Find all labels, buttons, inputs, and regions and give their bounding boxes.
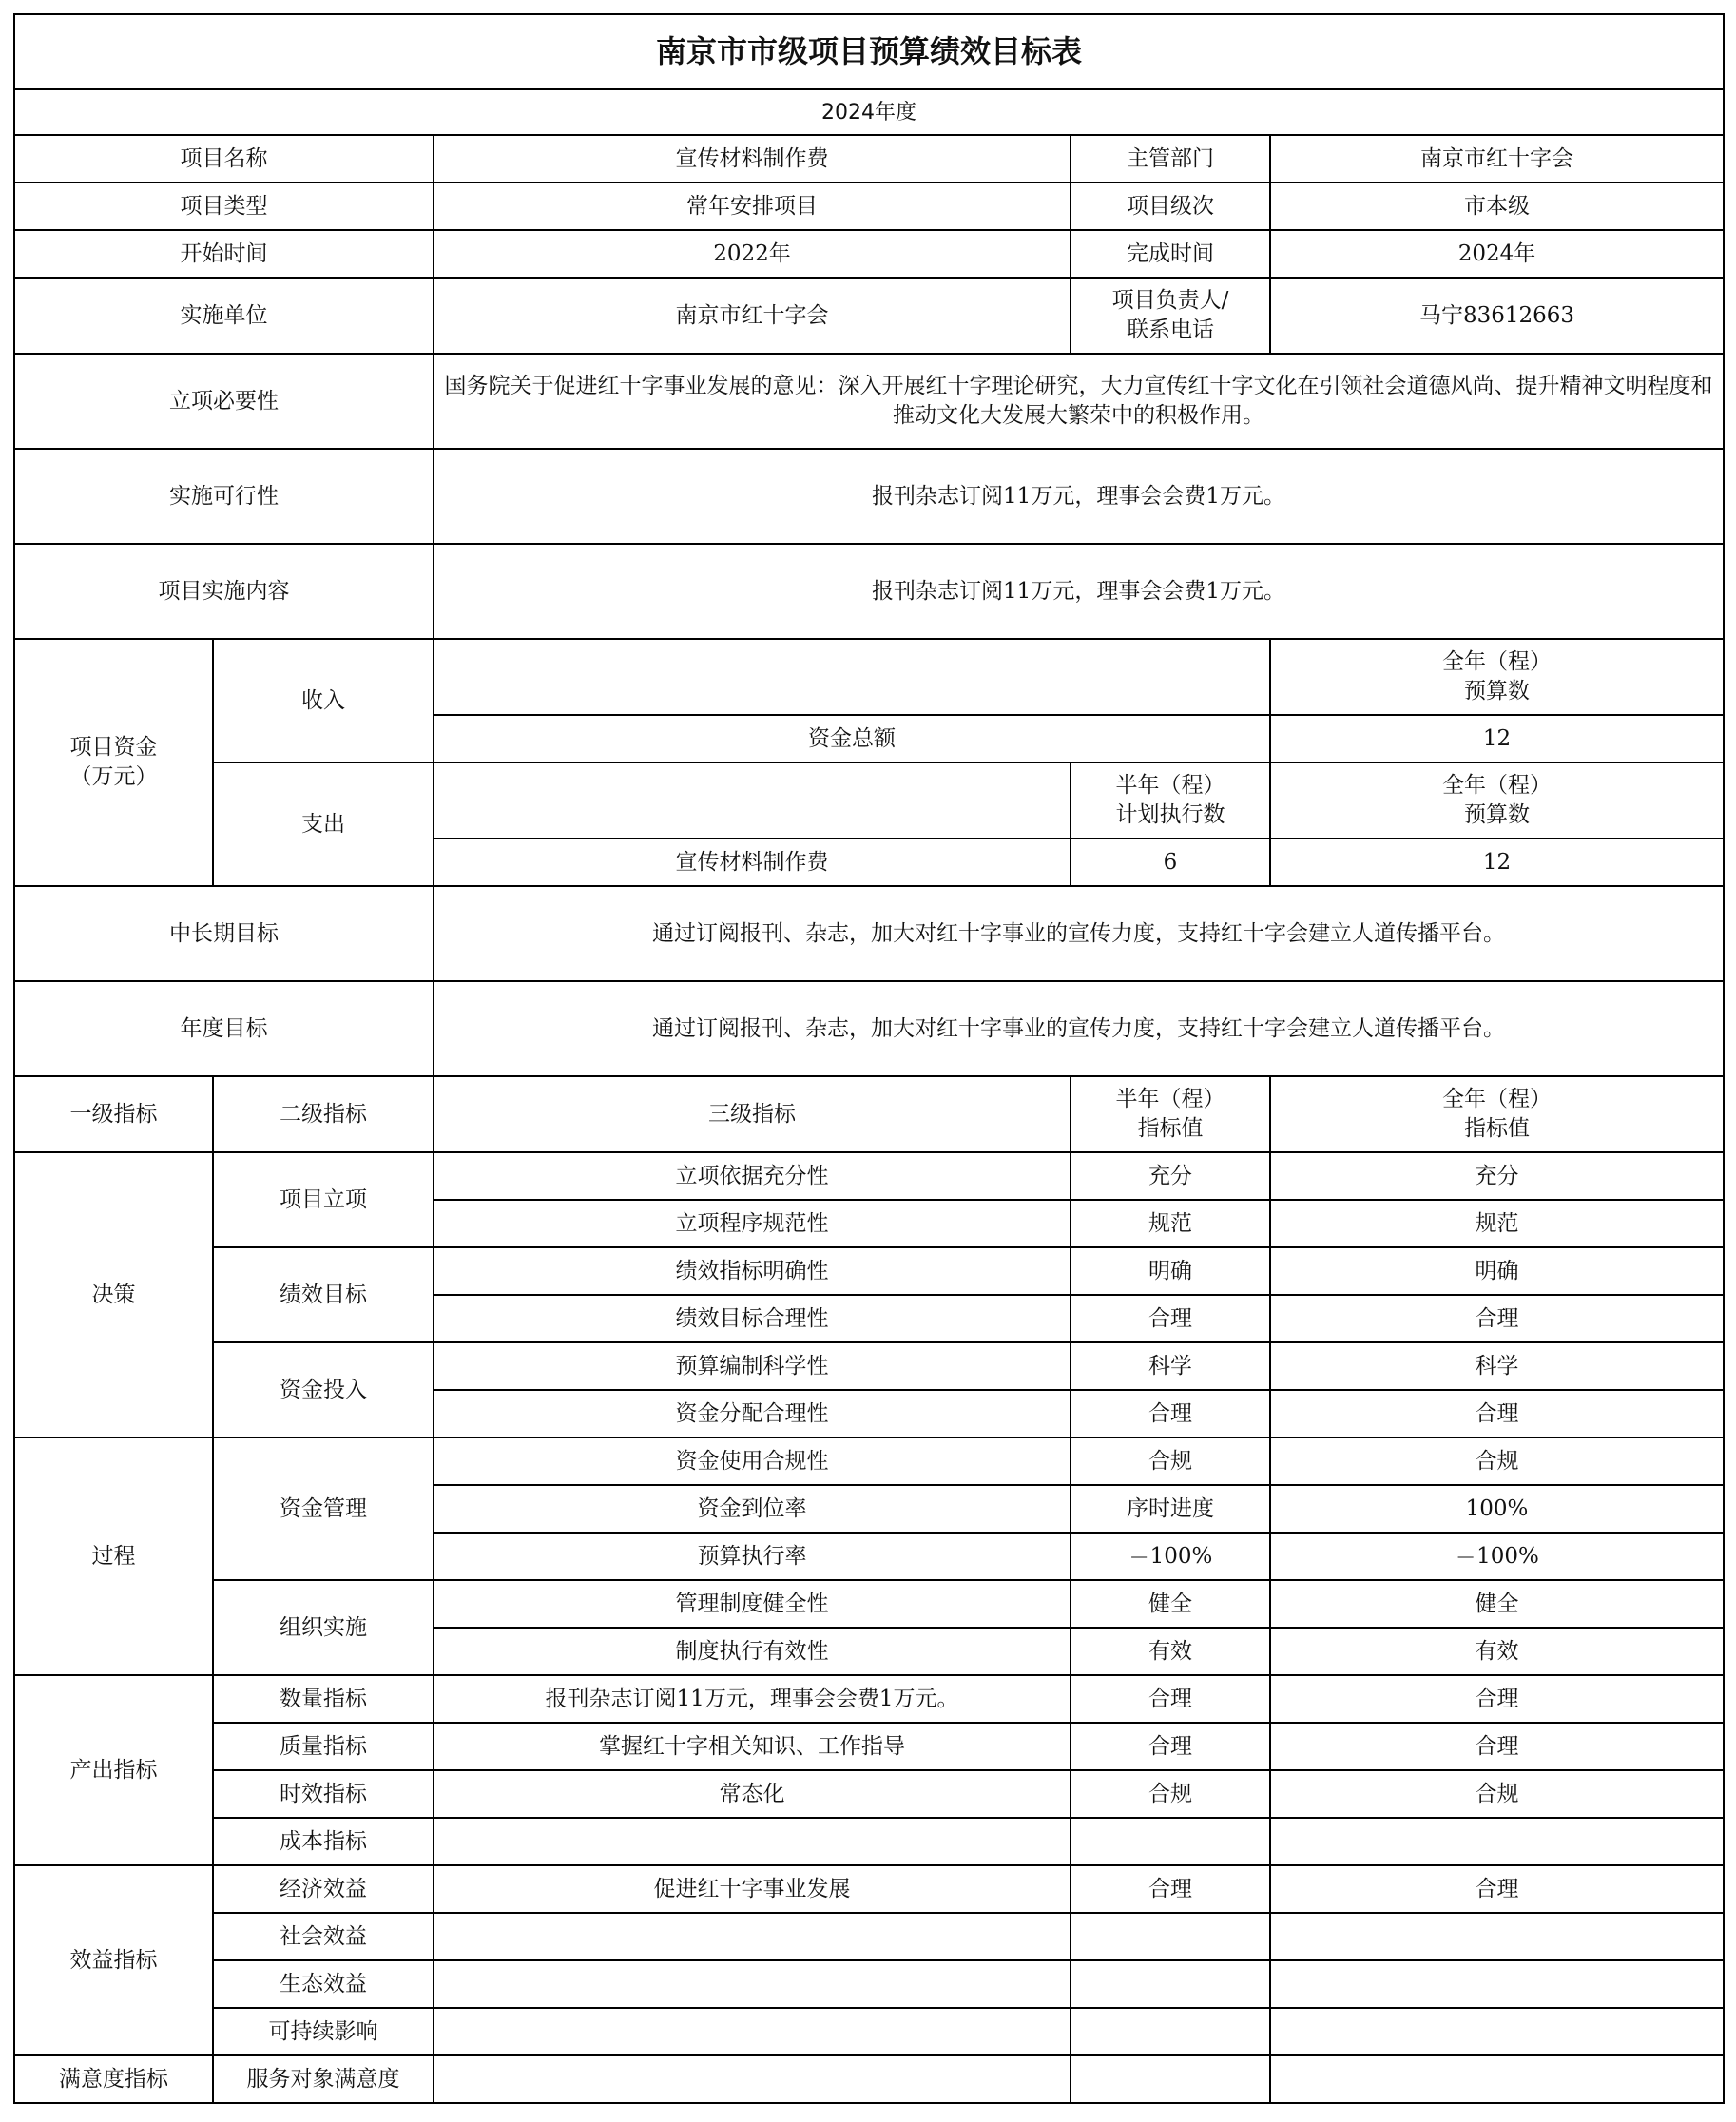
expense-half-year-header-line1: 半年（程）: [1115, 773, 1225, 798]
indicator-half-value: 序时进度: [1071, 1485, 1270, 1533]
indicator-half-value: 合理: [1071, 1675, 1270, 1723]
indicator-decision: 决策: [14, 1152, 213, 1437]
project-type-value: 常年安排项目: [434, 183, 1071, 230]
indicator-level2: 数量指标: [213, 1675, 434, 1723]
indicator-name: [434, 2008, 1071, 2055]
indicator-benefit: 效益指标: [14, 1865, 213, 2055]
indicator-half-value: 合理: [1071, 1723, 1270, 1770]
end-time-label: 完成时间: [1071, 230, 1270, 278]
indicator-full-value: [1270, 2055, 1724, 2103]
expense-item-full: 12: [1270, 839, 1724, 886]
expense-full-year-header: [1270, 762, 1724, 839]
income-label: 收入: [213, 639, 434, 762]
indicator-full-value: [1270, 1818, 1724, 1865]
expense-half-year-header-line2: 计划执行数: [1115, 802, 1225, 827]
indicator-name: [434, 1913, 1071, 1960]
indicator-full-value: ＝100%: [1270, 1533, 1724, 1580]
indicator-half-value: ＝100%: [1071, 1533, 1270, 1580]
project-name-value: 宣传材料制作费: [434, 135, 1071, 183]
indicator-organization: 组织实施: [213, 1580, 434, 1675]
start-time-value: 2022年: [434, 230, 1071, 278]
indicator-full-value: [1270, 1960, 1724, 2008]
indicator-half-value: 合规: [1071, 1770, 1270, 1818]
department-label: 主管部门: [1071, 135, 1270, 183]
indicator-level2: 可持续影响: [213, 2008, 434, 2055]
indicator-level2: 服务对象满意度: [213, 2055, 434, 2103]
indicator-half-value: 明确: [1071, 1247, 1270, 1295]
indicator-full-value: [1270, 1913, 1724, 1960]
project-funds-label-line2: （万元）: [69, 764, 158, 789]
full-year-value-header-line1: 全年（程）: [1442, 1087, 1552, 1111]
indicator-name: 报刊杂志订阅11万元，理事会会费1万元。: [434, 1675, 1071, 1723]
indicator-name: 预算编制科学性: [434, 1342, 1071, 1390]
half-year-value-header: [1071, 1076, 1270, 1152]
project-funds-label-line1: 项目资金: [69, 735, 158, 760]
half-year-value-header-line2: 指标值: [1137, 1116, 1204, 1141]
fiscal-year: 2024年度: [14, 89, 1724, 135]
indicator-full-value: 科学: [1270, 1342, 1724, 1390]
indicator-funds-management: 资金管理: [213, 1437, 434, 1580]
project-owner-value: 马宁83612663: [1270, 278, 1724, 354]
annual-goal-value: 通过订阅报刊、杂志，加大对红十字事业的宣传力度，支持红十字会建立人道传播平台。: [434, 981, 1724, 1076]
necessity-label: 立项必要性: [14, 354, 434, 449]
indicator-full-value: 合理: [1270, 1390, 1724, 1437]
implementing-unit-label: 实施单位: [14, 278, 434, 354]
indicator-process: 过程: [14, 1437, 213, 1675]
indicator-full-value: 合规: [1270, 1437, 1724, 1485]
indicator-name: 掌握红十字相关知识、工作指导: [434, 1723, 1071, 1770]
level3-indicator-header: 三级指标: [434, 1076, 1071, 1152]
indicator-level2: 质量指标: [213, 1723, 434, 1770]
indicator-funds-input: 资金投入: [213, 1342, 434, 1437]
indicator-full-value: 合规: [1270, 1770, 1724, 1818]
indicator-full-value: 充分: [1270, 1152, 1724, 1200]
indicator-full-value: 合理: [1270, 1295, 1724, 1342]
project-owner-label-line2: 联系电话: [1127, 318, 1214, 342]
expense-blank: [434, 762, 1071, 839]
income-full-year-header-line1: 全年（程）: [1442, 649, 1552, 674]
indicator-half-value: 合理: [1071, 1865, 1270, 1913]
indicator-name: 促进红十字事业发展: [434, 1865, 1071, 1913]
indicator-half-value: 科学: [1071, 1342, 1270, 1390]
income-full-year-header-line2: 预算数: [1464, 679, 1530, 704]
indicator-full-value: 合理: [1270, 1865, 1724, 1913]
page-title: 南京市市级项目预算绩效目标表: [14, 14, 1724, 89]
project-level-value: 市本级: [1270, 183, 1724, 230]
indicator-name: [434, 1818, 1071, 1865]
indicator-name: [434, 1960, 1071, 2008]
level1-indicator-header: 一级指标: [14, 1076, 213, 1152]
indicator-half-value: 合理: [1071, 1390, 1270, 1437]
indicator-name: 预算执行率: [434, 1533, 1071, 1580]
indicator-output: 产出指标: [14, 1675, 213, 1865]
content-value: 报刊杂志订阅11万元，理事会会费1万元。: [434, 544, 1724, 639]
expense-item-half: 6: [1071, 839, 1270, 886]
expense-full-year-header-line1: 全年（程）: [1442, 773, 1552, 798]
feasibility-label: 实施可行性: [14, 449, 434, 544]
indicator-half-value: 有效: [1071, 1628, 1270, 1675]
start-time-label: 开始时间: [14, 230, 434, 278]
full-year-value-header-line2: 指标值: [1464, 1116, 1530, 1141]
indicator-full-value: 有效: [1270, 1628, 1724, 1675]
indicator-level2: 成本指标: [213, 1818, 434, 1865]
indicator-name: 绩效指标明确性: [434, 1247, 1071, 1295]
long-term-goal-label: 中长期目标: [14, 886, 434, 981]
indicator-full-value: [1270, 2008, 1724, 2055]
indicator-full-value: 健全: [1270, 1580, 1724, 1628]
indicator-half-value: 充分: [1071, 1152, 1270, 1200]
annual-goal-label: 年度目标: [14, 981, 434, 1076]
level2-indicator-header: 二级指标: [213, 1076, 434, 1152]
project-name-label: 项目名称: [14, 135, 434, 183]
full-year-value-header: [1270, 1076, 1724, 1152]
indicator-name: 制度执行有效性: [434, 1628, 1071, 1675]
implementing-unit-value: 南京市红十字会: [434, 278, 1071, 354]
indicator-half-value: [1071, 2055, 1270, 2103]
necessity-value: 国务院关于促进红十字事业发展的意见：深入开展红十字理论研究，大力宣传红十字文化在引领社会道德风尚、提升精神文明程度和推动文化大发展大繁荣中的积极作用。: [434, 354, 1724, 449]
indicator-name: 绩效目标合理性: [434, 1295, 1071, 1342]
indicator-project-approval: 项目立项: [213, 1152, 434, 1247]
income-blank: [434, 639, 1270, 715]
department-value: 南京市红十字会: [1270, 135, 1724, 183]
indicator-half-value: 合规: [1071, 1437, 1270, 1485]
expense-item-label: 宣传材料制作费: [434, 839, 1071, 886]
project-level-label: 项目级次: [1071, 183, 1270, 230]
indicator-full-value: 明确: [1270, 1247, 1724, 1295]
indicator-name: [434, 2055, 1071, 2103]
expense-label: 支出: [213, 762, 434, 886]
indicator-name: 资金到位率: [434, 1485, 1071, 1533]
budget-performance-table: [13, 13, 1725, 2104]
indicator-satisfaction: 满意度指标: [14, 2055, 213, 2103]
long-term-goal-value: 通过订阅报刊、杂志，加大对红十字事业的宣传力度，支持红十字会建立人道传播平台。: [434, 886, 1724, 981]
indicator-half-value: 规范: [1071, 1200, 1270, 1247]
project-owner-label: [1071, 278, 1270, 354]
indicator-full-value: 合理: [1270, 1675, 1724, 1723]
indicator-name: 常态化: [434, 1770, 1071, 1818]
indicator-name: 立项程序规范性: [434, 1200, 1071, 1247]
indicator-half-value: [1071, 1960, 1270, 2008]
indicator-performance-goal: 绩效目标: [213, 1247, 434, 1342]
indicator-level2: 生态效益: [213, 1960, 434, 2008]
expense-full-year-header-line2: 预算数: [1464, 802, 1530, 827]
indicator-name: 立项依据充分性: [434, 1152, 1071, 1200]
indicator-level2: 社会效益: [213, 1913, 434, 1960]
indicator-level2: 时效指标: [213, 1770, 434, 1818]
project-owner-label-line1: 项目负责人/: [1111, 288, 1229, 313]
indicator-name: 管理制度健全性: [434, 1580, 1071, 1628]
indicator-name: 资金使用合规性: [434, 1437, 1071, 1485]
indicator-half-value: 健全: [1071, 1580, 1270, 1628]
project-type-label: 项目类型: [14, 183, 434, 230]
indicator-full-value: 规范: [1270, 1200, 1724, 1247]
expense-half-year-header: [1071, 762, 1270, 839]
indicator-full-value: 合理: [1270, 1723, 1724, 1770]
half-year-value-header-line1: 半年（程）: [1115, 1087, 1225, 1111]
project-funds-label: [14, 639, 213, 886]
indicator-half-value: [1071, 2008, 1270, 2055]
indicator-half-value: 合理: [1071, 1295, 1270, 1342]
indicator-half-value: [1071, 1818, 1270, 1865]
total-funds-value: 12: [1270, 715, 1724, 762]
indicator-full-value: 100%: [1270, 1485, 1724, 1533]
feasibility-value: 报刊杂志订阅11万元，理事会会费1万元。: [434, 449, 1724, 544]
total-funds-label: 资金总额: [434, 715, 1270, 762]
indicator-level2: 经济效益: [213, 1865, 434, 1913]
performance-target-sheet: [13, 13, 1725, 2104]
income-full-year-header: [1270, 639, 1724, 715]
end-time-value: 2024年: [1270, 230, 1724, 278]
indicator-half-value: [1071, 1913, 1270, 1960]
content-label: 项目实施内容: [14, 544, 434, 639]
indicator-name: 资金分配合理性: [434, 1390, 1071, 1437]
